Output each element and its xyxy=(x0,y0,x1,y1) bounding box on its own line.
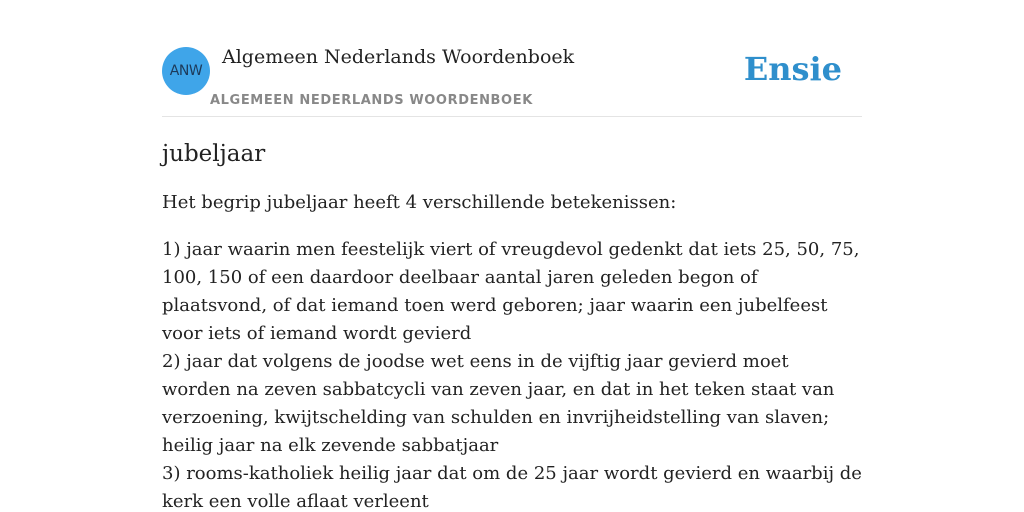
meaning-item: 1) jaar waarin men feestelijk viert of vreugdevol gedenkt dat iets 25, 50, 75, 100, 150 of een daardoor deelbaar aantal jaren geleden begon of plaatsvond, of dat iemand toen werd geboren; jaar waarin een jubelfeest voor iets of iemand wordt gevierd xyxy=(162,239,860,344)
anw-logo[interactable] xyxy=(162,47,210,95)
anw-logo-text: ANW xyxy=(169,63,203,79)
site-header xyxy=(162,40,862,117)
entry-intro: Het begrip jubeljaar heeft 4 verschillende betekenissen: xyxy=(162,192,677,213)
entry-content xyxy=(162,138,862,512)
meanings-list xyxy=(162,236,862,512)
site-title[interactable]: Algemeen Nederlands Woordenboek xyxy=(222,46,575,68)
ensie-brand-logo[interactable]: Ensie xyxy=(743,50,842,88)
entry-headword: jubeljaar xyxy=(162,141,266,167)
meaning-item: 2) jaar dat volgens de joodse wet eens in de vijftig jaar gevierd moet worden na zeven sabbatcycli van zeven jaar, en dat in het teken staat van verzoening, kwijtschelding van schulden en invrijheidstelling van slaven; heilig jaar na elk zevende sabbatjaar xyxy=(162,351,835,456)
meaning-item: 3) rooms-katholiek heilig jaar dat om de 25 jaar wordt gevierd en waarbij de kerk een volle aflaat verleent xyxy=(162,463,862,512)
site-subtitle: ALGEMEEN NEDERLANDS WOORDENBOEK xyxy=(210,93,533,108)
